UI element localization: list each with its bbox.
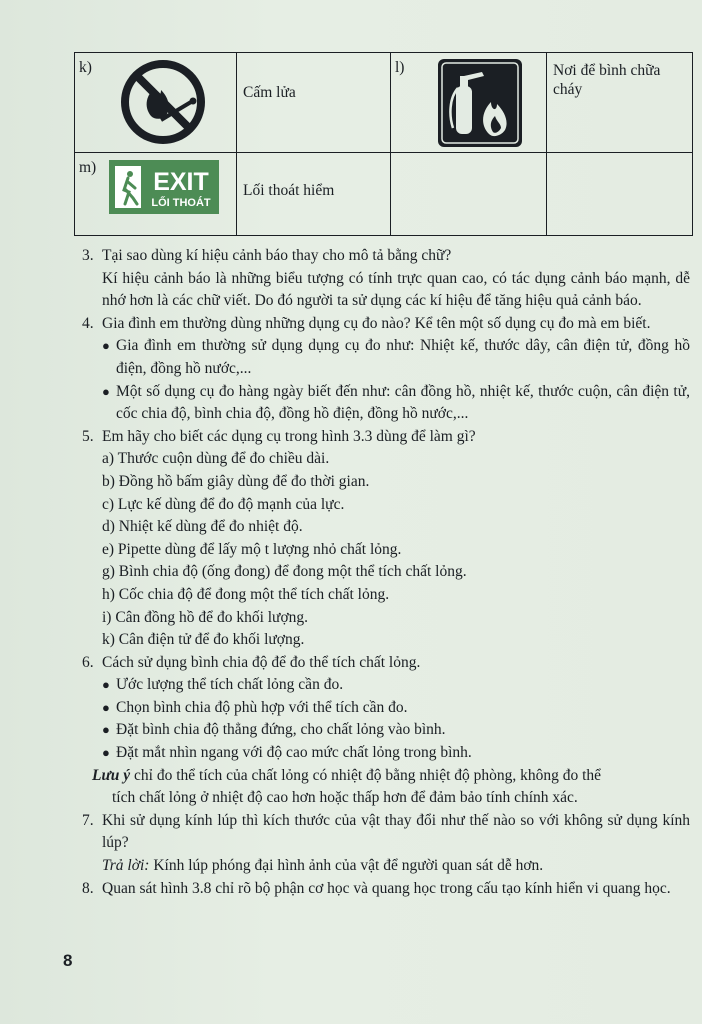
bullet-text: Đặt bình chia độ thẳng đứng, cho chất lỏng vào bình. [116,721,446,739]
question-3 [82,245,690,268]
bullet-item [82,674,690,697]
question-7 [82,810,690,855]
exit-word: EXIT [153,168,209,196]
answer-7 [82,855,690,878]
note [82,765,690,788]
fire-extinguisher-icon [437,58,523,148]
cell-label-k: k) [79,59,92,76]
sign-text-cell-l [547,53,693,153]
bullet-item [82,742,690,765]
empty-cell-2 [547,153,693,236]
bullet-item [82,381,690,426]
exit-subtext: LỐI THOÁT [151,197,211,209]
answer-lead: Trả lời: [102,857,150,875]
bullet-text: Ước lượng thể tích chất lỏng cần đo. [116,676,344,694]
bullet-icon: ● [102,677,110,693]
question-8 [82,878,690,901]
list-item: e) Pipette dùng để lấy mộ t lượng nhỏ chất lỏng. [102,540,402,558]
question-number: 8. [82,879,94,897]
note-lead: Lưu ý [92,766,131,784]
signs-table [74,52,693,236]
bullet-icon: ● [102,699,110,715]
question-text: Cách sử dụng bình chia độ để đo thể tích chất lỏng. [102,653,421,671]
sign-text-cell-k [237,53,391,153]
question-number: 4. [82,314,94,332]
question-6 [82,652,690,675]
bullet-text: Chọn bình chia độ phù hợp với thể tích cần đo. [116,698,408,716]
question-text: Khi sử dụng kính lúp thì kích thước của vật thay đổi như thế nào so với không sử dụng kính lúp? [102,811,690,852]
list-item: h) Cốc chia độ để đong một thể tích chất lỏng. [102,585,390,603]
sign-cell-k [75,53,237,153]
list-item: a) Thước cuộn dùng để đo chiều dài. [102,450,330,468]
sign-text-exit: Lối thoát hiểm [243,182,335,199]
empty-cell-1 [391,153,547,236]
answer-3: Kí hiệu cảnh báo là những biểu tượng có tính trực quan cao, có tác dụng cảnh báo mạnh, dễ nhớ hơn là các chữ viết. Do đó người ta sử dụng các kí hiệu để tăng hiệu quả cảnh báo. [102,269,690,310]
exit-sign-icon [109,160,219,214]
list-item: d) Nhiệt kế dùng để đo nhiệt độ. [102,518,303,536]
question-number: 3. [82,247,94,264]
list-item: c) Lực kế dùng để đo độ mạnh của lực. [102,495,345,513]
question-text: Em hãy cho biết các dụng cụ trong hình 3.3 dùng để làm gì? [102,427,476,445]
list-item: g) Bình chia độ (ống đong) để đong một thể tích chất lỏng. [102,563,467,581]
question-number: 7. [82,811,94,829]
question-number: 5. [82,427,94,445]
bullet-icon: ● [102,383,110,399]
question-number: 6. [82,653,94,671]
sign-text-cell-m [237,153,391,236]
sign-cell-l [391,53,547,153]
bullet-icon: ● [102,722,110,738]
list-item: b) Đồng hồ bấm giây dùng để đo thời gian. [102,472,370,490]
cell-label-m: m) [79,159,97,176]
bullet-icon: ● [102,338,110,354]
cell-label-l: l) [395,59,405,76]
question-text: Gia đình em thường dùng những dụng cụ đo nào? Kể tên một số dụng cụ đo mà em biết. [102,314,651,332]
sign-text-no-fire: Cấm lửa [243,84,296,101]
bullet-text: Gia đình em thường sử dụng dụng cụ đo như: Nhiệt kế, thước dây, cân điện tử, đồng hồ điện, đồng hồ nước,... [116,337,690,377]
sign-text-extinguisher: Nơi để bình chữa cháy [553,62,661,98]
note-continuation: tích chất lỏng ở nhiệt độ cao hơn hoặc thấp hơn để đảm bảo tính chính xác. [112,789,578,807]
bullet-item [82,697,690,720]
answer-text: Kính lúp phóng đại hình ảnh của vật để người quan sát dễ hơn. [149,857,544,875]
question-4 [82,313,690,336]
question-text: Tại sao dùng kí hiệu cảnh báo thay cho mô tả bằng chữ? [102,247,452,264]
question-text: Quan sát hình 3.8 chỉ rõ bộ phận cơ học và quang học trong cấu tạo kính hiển vi quang học. [102,879,671,897]
bullet-icon: ● [102,745,110,761]
bullet-text: Một số dụng cụ đo hàng ngày biết đến như: cân đồng hồ, nhiệt kế, thước cuộn, cân điện tử, cốc chia độ, bình chia độ, đồng hồ điện, đồng hồ nước,... [116,382,690,423]
list-item: i) Cân đồng hồ để đo khối lượng. [102,608,309,626]
note-text: chỉ đo thể tích của chất lỏng có nhiệt độ bằng nhiệt độ phòng, không đo thể [130,766,602,784]
question-5 [82,426,690,449]
bullet-item [82,335,690,380]
bullet-text: Đặt mắt nhìn ngang với độ cao mức chất lỏng trong bình. [116,744,472,762]
answer-content [82,245,690,900]
page-number: 8 [63,951,73,970]
bullet-item [82,719,690,742]
sign-cell-m [75,153,237,236]
no-fire-icon [117,58,209,146]
list-item: k) Cân điện tử để đo khối lượng. [102,631,305,649]
